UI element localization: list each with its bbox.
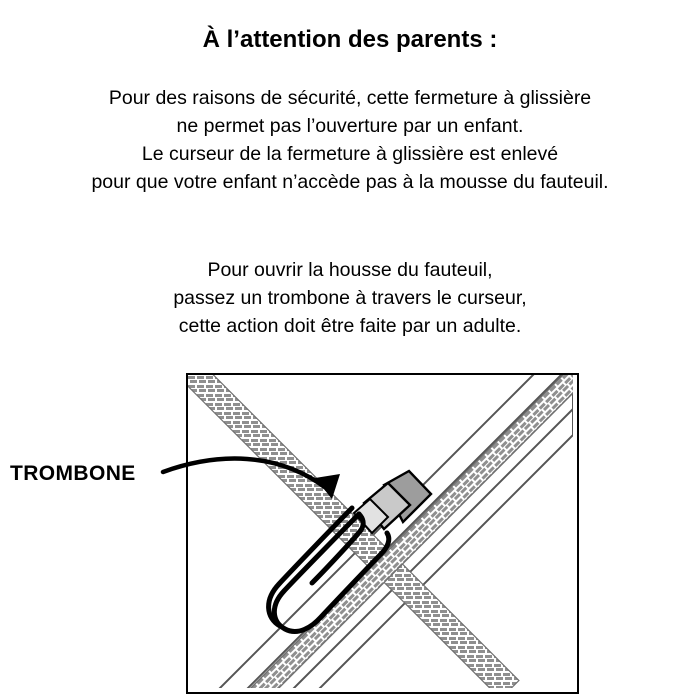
paragraph-line: Pour ouvrir la housse du fauteuil,	[207, 259, 493, 281]
paragraph-line: Le curseur de la fermeture à glissière est enlevé	[141, 143, 559, 165]
paragraph-line: Pour des raisons de sécurité, cette fermeture à glissière	[108, 87, 592, 109]
zipper-figure	[186, 373, 579, 694]
page-title: À l’attention des parents :	[202, 26, 498, 53]
trombone-label: TROMBONE	[10, 462, 136, 485]
paragraph-line: passez un trombone à travers le curseur,	[173, 287, 527, 309]
paragraph-line: ne permet pas l’ouverture par un enfant.	[176, 115, 524, 137]
paragraph-safety	[0, 84, 700, 196]
zipper-illustration	[188, 375, 573, 688]
paragraph-line: cette action doit être faite par un adulte.	[178, 315, 522, 337]
paragraph-line: pour que votre enfant n’accède pas à la mousse du fauteuil.	[91, 171, 609, 193]
paragraph-instructions	[0, 256, 700, 340]
